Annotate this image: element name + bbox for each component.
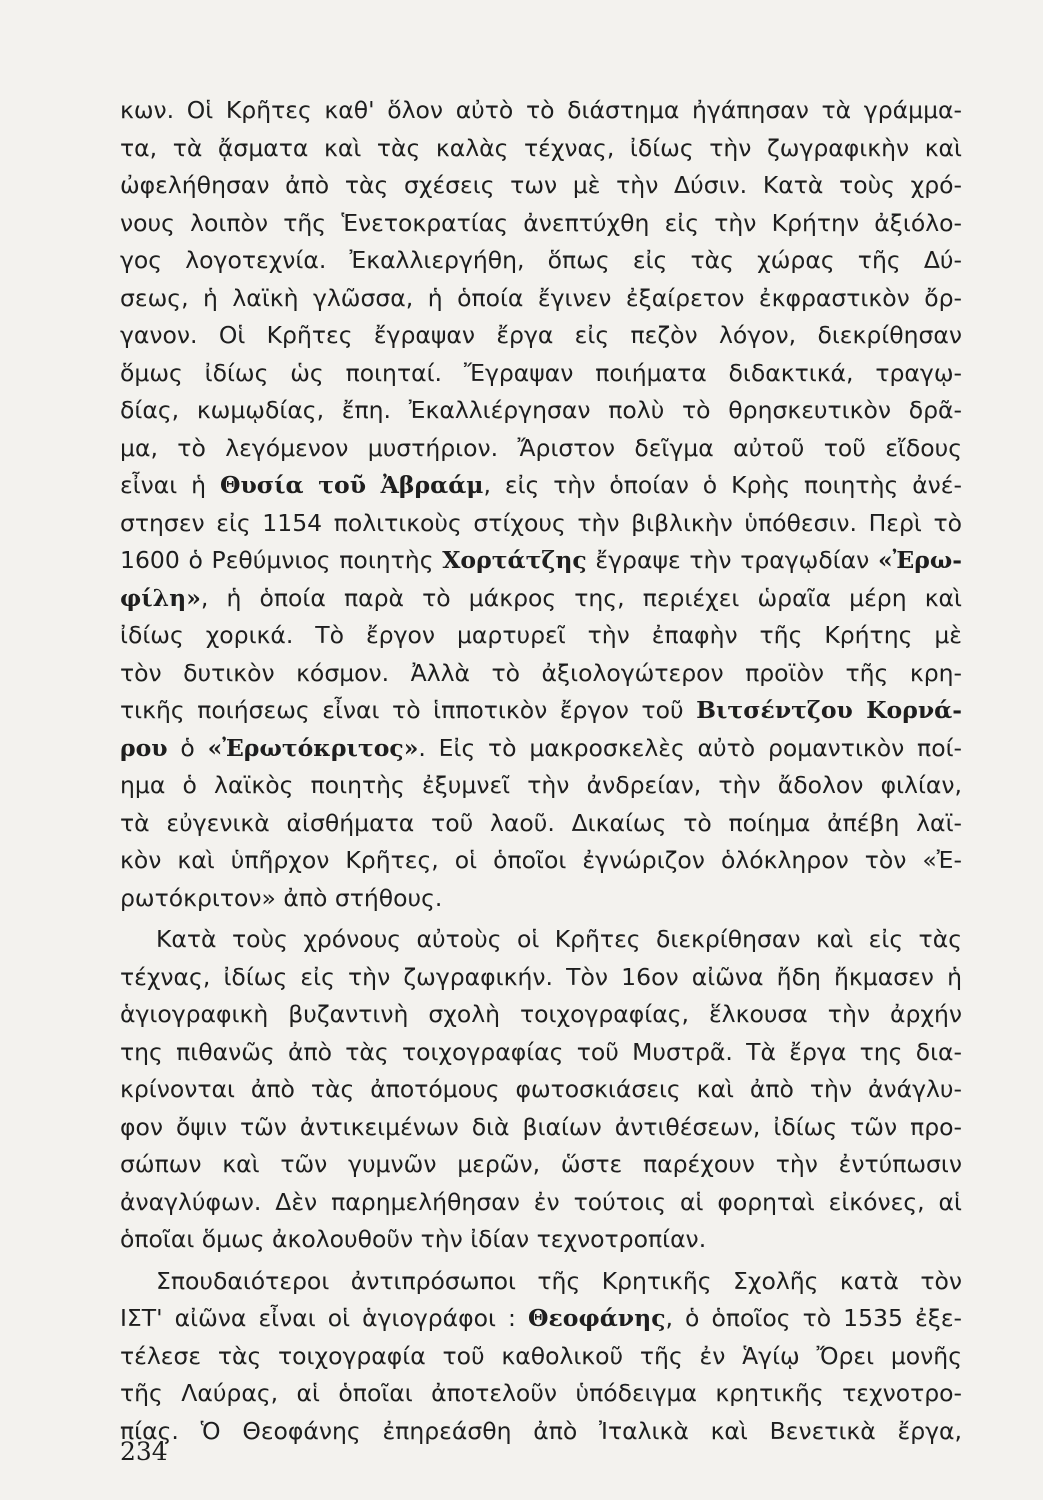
text-line: τὸν δυτικὸν κόσμον. Ἀλλὰ τὸ ἀξιολογώτερον προϊὸν τῆς κρη- xyxy=(120,658,962,687)
text-line: σεως, ἡ λαϊκὴ γλῶσσα, ἡ ὁποία ἔγινεν ἐξαίρετον ἐκφραστικὸν ὄρ- xyxy=(120,283,962,312)
text-line: ἰδίως χορικά. Τὸ ἔργον μαρτυρεῖ τὴν ἐπαφὴν τῆς Κρήτης μὲ xyxy=(120,621,962,649)
text-line: νους λοιπὸν τῆς Ἑνετοκρατίας ἀνεπτύχθη εἰς τὴν Κρήτην ἀξιόλο- xyxy=(120,208,962,237)
text-line: τέχνας, ἰδίως εἰς τὴν ζωγραφικήν. Τὸν 16ον αἰῶνα ἤδη ἤκμασεν ἡ xyxy=(120,962,962,991)
bold-title: «Ἐρωτόκριτος» xyxy=(207,733,419,762)
body-text xyxy=(120,92,962,1450)
text-line: ἁγιογραφικὴ βυζαντινὴ σχολὴ τοιχογραφίας, ἕλκουσα τὴν ἀρχήν xyxy=(120,1000,962,1028)
text-line: κὸν καὶ ὑπῆρχον Κρῆτες, οἱ ὁποῖοι ἐγνώριζον ὁλόκληρον τὸν «Ἐ- xyxy=(120,846,962,874)
text-line: τέλεσε τὰς τοιχογραφία τοῦ καθολικοῦ τῆς ἐν Ἁγίῳ Ὄρει μονῆς xyxy=(120,1341,962,1370)
bold-title: «Ἐρω- xyxy=(877,546,962,574)
text-line: της πιθανῶς ἀπὸ τὰς τοιχογραφίας τοῦ Μυστρᾶ. Τὰ ἔργα της δια- xyxy=(120,1037,962,1066)
page-number: 234 xyxy=(120,1437,168,1466)
text-line: τὰ εὐγενικὰ αἰσθήματα τοῦ λαοῦ. Δικαίως τὸ ποίημα ἀπέβη λαϊ- xyxy=(120,808,962,837)
text-line: γανον. Οἱ Κρῆτες ἔγραψαν ἔργα εἰς πεζὸν λόγον, διεκρίθησαν xyxy=(120,321,962,349)
text-line: 1600 ὁ Ρεθύμνιος ποιητὴς Χορτάτζης ἔγραψε τὴν τραγῳδίαν «Ἐρω- xyxy=(120,546,962,574)
text-line: τικῆς ποιήσεως εἶναι τὸ ἱπποτικὸν ἔργον τοῦ Βιτσέντζου Κορνά- xyxy=(120,696,962,724)
text-line: φον ὄψιν τῶν ἀντικειμένων διὰ βιαίων ἀντιθέσεων, ἰδίως τῶν προ- xyxy=(120,1112,962,1141)
text-line: φίλη», ἡ ὁποία παρὰ τὸ μάκρος της, περιέχει ὡραῖα μέρη καὶ xyxy=(120,583,962,612)
text-line: κρίνονται ἀπὸ τὰς ἀποτόμους φωτοσκιάσεις καὶ ἀπὸ τὴν ἀνάγλυ- xyxy=(120,1075,962,1103)
text-line: εἶναι ἡ Θυσία τοῦ Ἀβραάμ, εἰς τὴν ὁποίαν ὁ Κρὴς ποιητὴς ἀνέ- xyxy=(120,471,962,499)
text-line: ρωτόκριτον» ἀπὸ στήθους. xyxy=(120,883,443,912)
text-line: ἀναγλύφων. Δὲν παρημελήθησαν ἐν τούτοις αἱ φορηταὶ εἰκόνες, αἱ xyxy=(120,1187,962,1216)
text-line: τα, τὰ ᾄσματα καὶ τὰς καλὰς τέχνας, ἰδίως τὴν ζωγραφικὴν καὶ xyxy=(120,133,962,162)
bold-title: Θεοφάνης xyxy=(528,1304,666,1332)
text-line: Σπουδαιότεροι ἀντιπρόσωποι τῆς Κρητικῆς Σχολῆς κατὰ τὸν xyxy=(156,1266,962,1295)
bold-title: Βιτσέντζου Κορνά- xyxy=(696,696,962,724)
text-line: ὠφελήθησαν ἀπὸ τὰς σχέσεις των μὲ τὴν Δύσιν. Κατὰ τοὺς χρό- xyxy=(120,171,962,199)
text-line: μα, τὸ λεγόμενον μυστήριον. Ἄριστον δεῖγμα αὐτοῦ τοῦ εἴδους xyxy=(120,433,962,462)
text-line: πίας. Ὁ Θεοφάνης ἐπηρεάσθη ἀπὸ Ἰταλικὰ καὶ Βενετικὰ ἔργα, xyxy=(120,1416,962,1445)
bold-title: φίλη» xyxy=(120,583,201,612)
text-line: ημα ὁ λαϊκὸς ποιητὴς ἐξυμνεῖ τὴν ἀνδρείαν, τὴν ἄδολον φιλίαν, xyxy=(120,771,962,799)
text-line: σώπων καὶ τῶν γυμνῶν μερῶν, ὥστε παρέχουν τὴν ἐντύπωσιν xyxy=(120,1150,962,1178)
text-line: δίας, κωμῳδίας, ἔπη. Ἐκαλλιέργησαν πολὺ τὸ θρησκευτικὸν δρᾶ- xyxy=(120,396,962,424)
bold-title: Χορτάτζης xyxy=(442,546,587,574)
text-line: ΙΣΤ' αἰῶνα εἶναι οἱ ἁγιογράφοι : Θεοφάνης, ὁ ὁποῖος τὸ 1535 ἐξε- xyxy=(120,1304,962,1332)
text-line: ρου ὁ «Ἐρωτόκριτος». Εἰς τὸ μακροσκελὲς αὐτὸ ρομαντικὸν ποί- xyxy=(120,733,963,762)
bold-title: ρου xyxy=(120,733,168,762)
text-line: κων. Οἱ Κρῆτες καθ' ὅλον αὐτὸ τὸ διάστημα ἠγάπησαν τὰ γράμμα- xyxy=(120,96,962,124)
text-line: γος λογοτεχνία. Ἐκαλλιεργήθη, ὅπως εἰς τὰς χώρας τῆς Δύ- xyxy=(120,246,962,274)
text-line: στησεν εἰς 1154 πολιτικοὺς στίχους τὴν βιβλικὴν ὑπόθεσιν. Περὶ τὸ xyxy=(120,508,962,537)
bold-title: Θυσία τοῦ Ἀβραάμ xyxy=(220,471,484,499)
text-line: ὅμως ἰδίως ὡς ποιηταί. Ἔγραψαν ποιήματα διδακτικά, τραγῳ- xyxy=(120,358,962,387)
text-line: Κατὰ τοὺς χρόνους αὐτοὺς οἱ Κρῆτες διεκρίθησαν καὶ εἰς τὰς xyxy=(156,925,962,953)
text-line: τῆς Λαύρας, αἱ ὁποῖαι ἀποτελοῦν ὑπόδειγμα κρητικῆς τεχνοτρο- xyxy=(120,1379,962,1407)
text-line: ὁποῖαι ὅμως ἀκολουθοῦν τὴν ἰδίαν τεχνοτροπίαν. xyxy=(120,1225,707,1253)
